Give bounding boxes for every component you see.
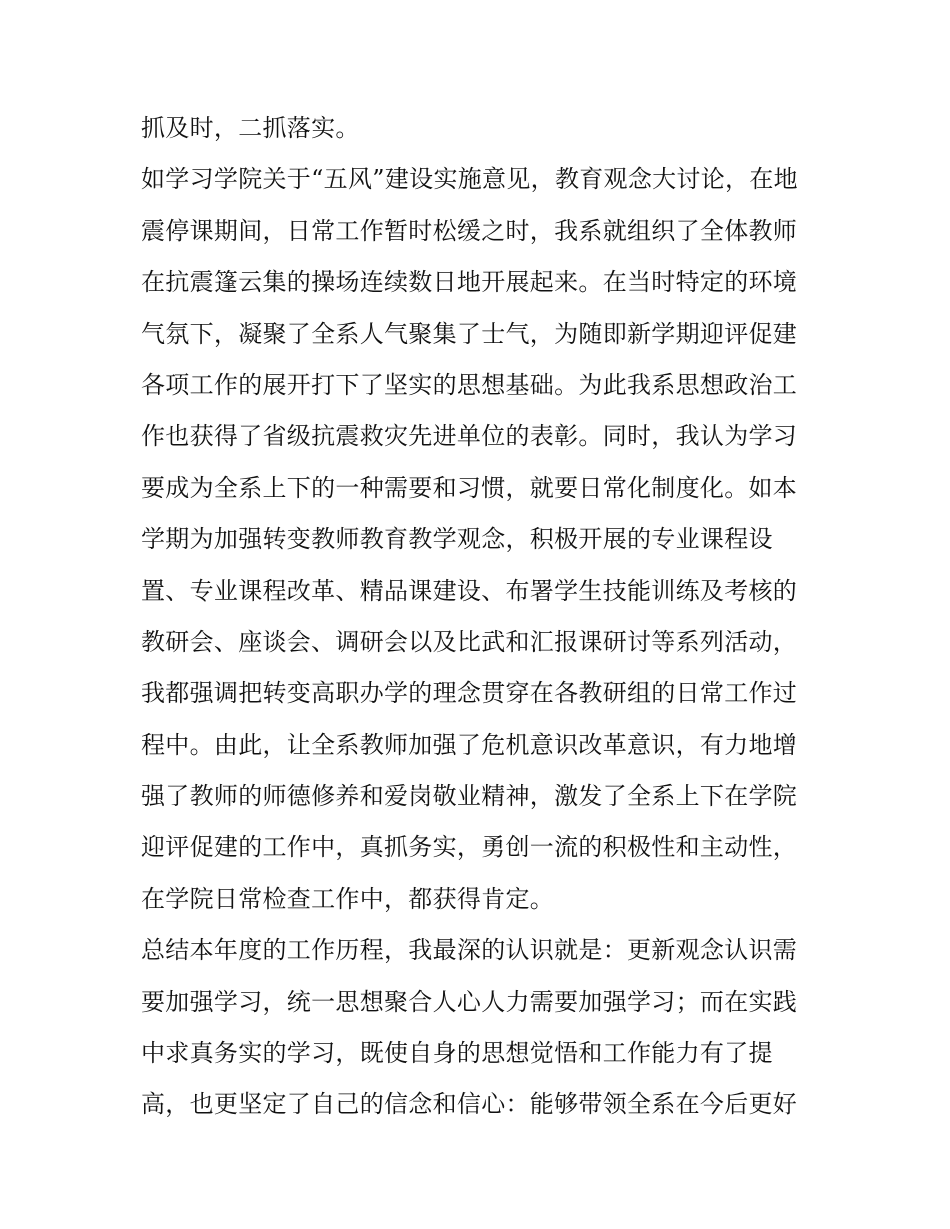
text-line: 我都强调把转变高职办学的理念贯穿在各教研组的日常工作过 [141,679,798,708]
text-line: 要成为全系上下的一种需要和习惯，就要日常化制度化。如本 [141,473,798,502]
text-line: 置、专业课程改革、精品课建设、布署学生技能训练及考核的 [141,576,798,605]
text-line: 教研会、座谈会、调研会以及比武和汇报课研讨等系列活动， [141,627,798,656]
text-line: 如学习学院关于“五风”建设实施意见，教育观念大讨论，在地 [141,165,798,194]
text-line: 各项工作的展开打下了坚实的思想基础。为此我系思想政治工 [141,370,798,399]
text-line: 强了教师的师德修养和爱岗敬业精神，激发了全系上下在学院 [141,782,798,811]
text-line: 在学院日常检查工作中，都获得肯定。 [141,884,555,913]
text-line: 要加强学习，统一思想聚合人心人力需要加强学习；而在实践 [141,987,798,1016]
body-text [141,103,816,1131]
text-line: 气氛下，凝聚了全系人气聚集了士气，为随即新学期迎评促建 [141,319,798,348]
text-line: 震停课期间，日常工作暂时松缓之时，我系就组织了全体教师 [141,216,798,245]
text-line: 学期为加强转变教师教育教学观念，积极开展的专业课程设 [141,525,773,554]
text-line: 总结本年度的工作历程，我最深的认识就是：更新观念认识需 [141,936,798,965]
text-line: 程中。由此，让全系教师加强了危机意识改革意识，有力地增 [141,730,798,759]
text-line: 中求真务实的学习，既使自身的思想觉悟和工作能力有了提 [141,1039,773,1068]
text-line: 迎评促建的工作中，真抓务实，勇创一流的积极性和主动性， [141,833,798,862]
text-line: 在抗震篷云集的操场连续数日地开展起来。在当时特定的环境 [141,268,798,297]
text-line: 高，也更坚定了自己的信念和信心：能够带领全系在今后更好 [141,1090,798,1119]
text-line: 抓及时，二抓落实。 [141,114,360,142]
text-line: 作也获得了省级抗震救灾先进单位的表彰。同时，我认为学习 [141,422,798,451]
